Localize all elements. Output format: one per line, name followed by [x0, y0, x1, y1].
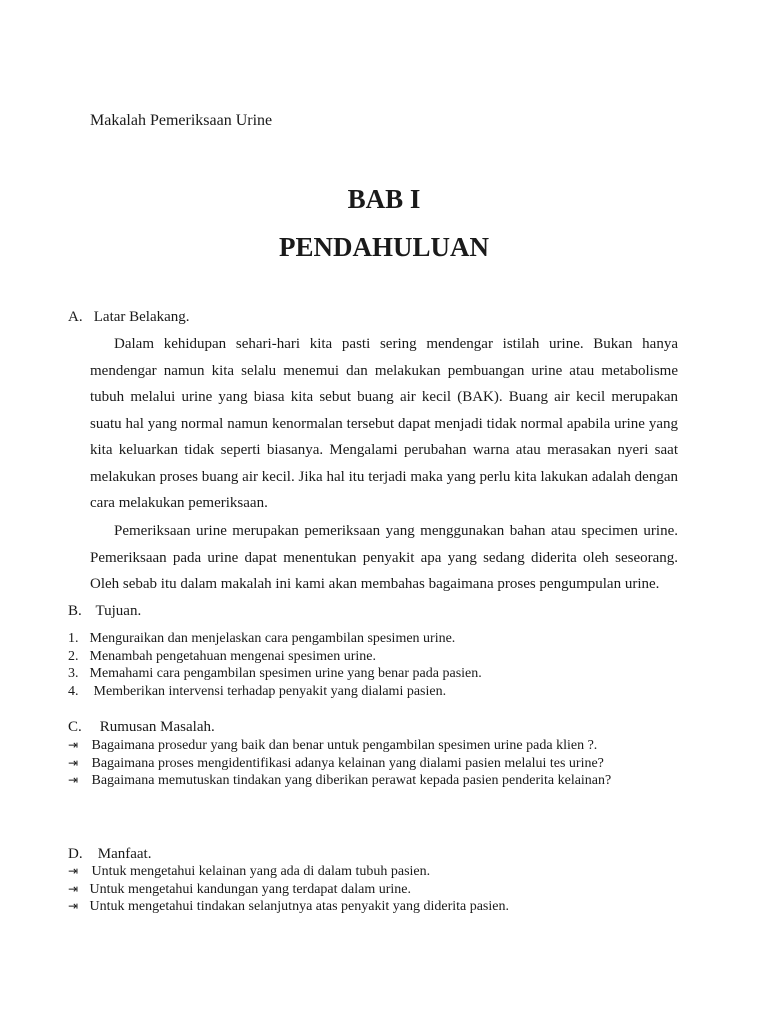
list-item [68, 665, 482, 683]
list-item-number: 3. [68, 666, 79, 681]
section-c-heading [68, 719, 215, 736]
benefit-list [68, 863, 509, 916]
list-item [68, 898, 509, 916]
chapter-number: BAB I [347, 184, 421, 214]
section-a-marker: A. [68, 309, 83, 325]
list-item [68, 772, 611, 790]
list-item [68, 863, 509, 881]
section-d-marker: D. [68, 846, 83, 862]
section-d-title: Manfaat. [97, 846, 152, 862]
arrow-bullet-icon: ⇥ [68, 864, 79, 878]
list-item-number: 2. [68, 648, 79, 664]
list-item [68, 648, 482, 666]
section-a-title: Latar Belakang. [93, 309, 190, 325]
section-c-marker: C. [68, 719, 82, 735]
section-a-heading [68, 309, 190, 326]
document-header: Makalah Pemeriksaan Urine [90, 112, 273, 129]
arrow-bullet-icon: ⇥ [68, 899, 79, 913]
list-item-text: Memahami cara pengambilan spesimen urine yang benar pada pasien. [89, 666, 482, 681]
objectives-list [68, 630, 482, 700]
list-item [68, 755, 611, 773]
section-b-marker: B. [68, 603, 82, 619]
list-item-text: Menambah pengetahuan mengenai spesimen urine. [89, 648, 377, 664]
arrow-bullet-icon: ⇥ [68, 755, 79, 770]
list-item-text: Bagaimana memutuskan tindakan yang diberikan perawat kepada pasien penderita kelainan? [91, 773, 612, 788]
section-b-heading [68, 603, 141, 620]
list-item [68, 737, 611, 755]
list-item-text: Untuk mengetahui tindakan selanjutnya atas penyakit yang diderita pasien. [89, 899, 509, 914]
section-c-title: Rumusan Masalah. [99, 719, 215, 735]
section-d-heading [68, 846, 151, 863]
section-a-paragraph-1: Dalam kehidupan sehari-hari kita pasti sering mendengar istilah urine. Bukan hanya mendengar namun kita selalu menemui dan melakukan pembuangan urine atau metabolisme tubuh melalui urine yang biasa kita sebut buang air kecil (BAK). Buang air kecil merupakan suatu hal yang normal namun kenormalan tersebut dapat menjadi tidak normal apabila urine yang kita keluarkan tidak seperti biasanya. Mengalami perubahan warna atau merasakan nyeri saat melakukan proses buang air kecil. Jika hal itu terjadi maka yang perlu kita lakukan adalah dengan cara melakukan pemeriksaan. [90, 336, 678, 511]
section-a-paragraph-2: Pemeriksaan urine merupakan pemeriksaan yang menggunakan bahan atau specimen urine. Pemeriksaan pada urine dapat menentukan penyakit apa yang sedang diderita oleh seseorang. Oleh sebab itu dalam makalah ini kami akan membahas bagaimana proses pengumpulan urine. [90, 523, 678, 592]
list-item-text: Bagaimana proses mengidentifikasi adanya kelainan yang dialami pasien melalui tes urine? [91, 755, 604, 771]
list-item [68, 881, 509, 899]
arrow-bullet-icon: ⇥ [68, 773, 79, 787]
list-item-text: Bagaimana prosedur yang baik dan benar untuk pengambilan spesimen urine pada klien ?. [91, 738, 598, 753]
arrow-bullet-icon: ⇥ [68, 738, 79, 752]
list-item [68, 630, 482, 648]
chapter-title: PENDAHULUAN [278, 232, 489, 262]
list-item-text: Menguraikan dan menjelaskan cara pengambilan spesimen urine. [89, 631, 456, 646]
list-item-number: 4. [68, 683, 79, 699]
section-b-title: Tujuan. [95, 603, 142, 619]
arrow-bullet-icon: ⇥ [68, 881, 79, 896]
problem-list [68, 737, 611, 790]
list-item [68, 683, 482, 701]
list-item-text: Memberikan intervensi terhadap penyakit yang dialami pasien. [93, 683, 447, 699]
list-item-number: 1. [68, 631, 79, 646]
list-item-text: Untuk mengetahui kandungan yang terdapat dalam urine. [89, 881, 412, 897]
list-item-text: Untuk mengetahui kelainan yang ada di dalam tubuh pasien. [91, 864, 431, 879]
